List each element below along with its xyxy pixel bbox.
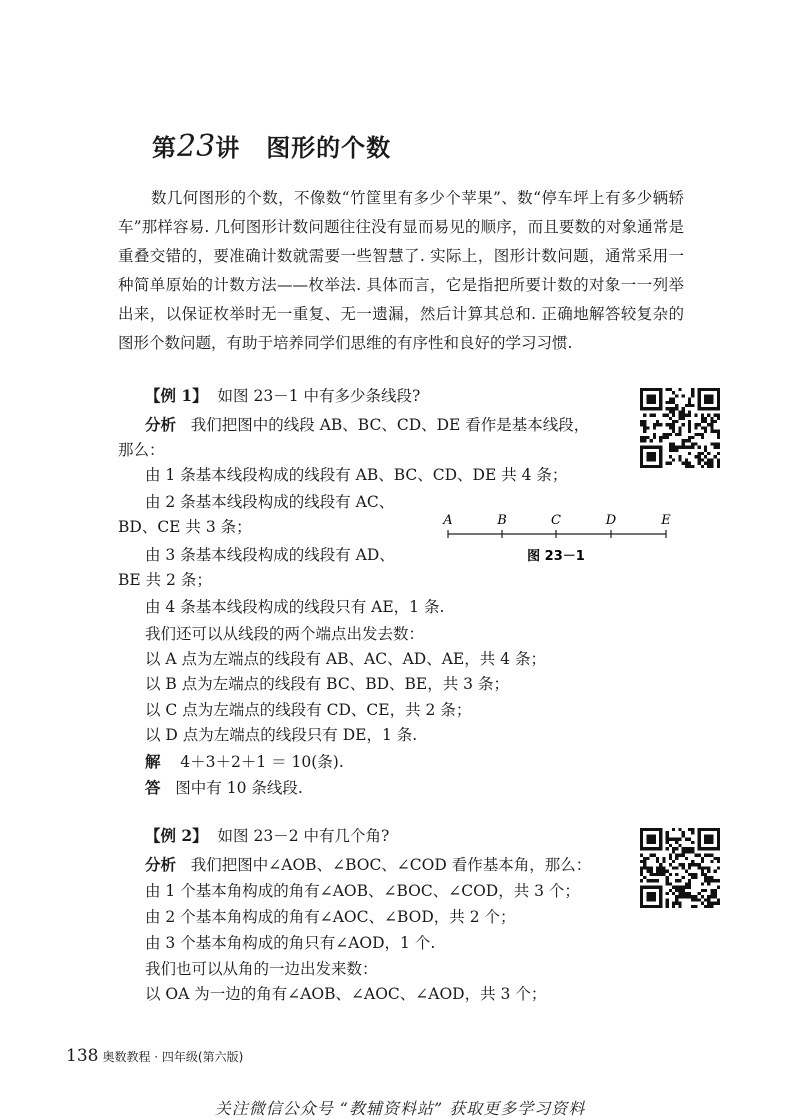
example1-heading: 【例 1】 如图 23－1 中有多少条线段? — [145, 386, 421, 405]
example2-line: 由 3 个基本角构成的角只有∠AOD，1 个. — [145, 934, 436, 952]
example2-heading: 【例 2】 如图 23－2 中有几个角? — [145, 826, 390, 845]
example1-line: 以 D 点为左端点的线段只有 DE，1 条. — [145, 726, 418, 744]
intro-paragraph: 数几何图形的个数，不像数“竹筐里有多少个苹果”、数“停车坪上有多少辆轿车”那样容易. 几何图形计数问题往往没有显而易见的顺序，而且要数的对象通常是重叠交错的，要准确计数就需要一些智慧了. 实际上，图形计数问题，通常采用一种简单原始的计数方法——枚举法. 具体而言，它是指把所要计数的对象一一列举出来，以保证枚举时无一重复、无一遗漏，然后计算其总和. 正确地解答较复杂的图形个数问题，有助于培养同学们思维的有序性和良好的学习习惯. — [118, 189, 684, 352]
qr-code-icon — [640, 828, 720, 908]
page-number: 138 — [66, 1046, 99, 1066]
example1-line: 以 A 点为左端点的线段有 AB、AC、AD、AE，共 4 条； — [145, 650, 546, 668]
point-label-a: A — [443, 513, 453, 528]
example1-analysis-cont: 那么： — [118, 441, 165, 459]
point-label-e: E — [661, 513, 671, 528]
example1-solution: 解 4＋3＋2＋1 ＝ 10(条). — [145, 752, 344, 771]
example2-line: 我们也可以从角的一边出发来数： — [145, 960, 378, 978]
segment-figure — [440, 510, 680, 566]
example1-line: 由 4 条基本线段构成的线段只有 AE，1 条. — [145, 598, 445, 616]
page-footer — [66, 1046, 243, 1066]
example1-answer: 答 图中有 10 条线段. — [145, 778, 303, 797]
example2-analysis: 分析 我们把图中∠AOB、∠BOC、∠COD 看作基本角，那么： — [145, 855, 592, 874]
example1-analysis: 分析 我们把图中的线段 AB、BC、CD、DE 看作是基本线段， — [145, 415, 590, 434]
example1-line: BE 共 2 条； — [118, 571, 212, 589]
book-title: 奥数教程 · 四年级(第六版) — [102, 1050, 244, 1064]
example2-line: 由 1 个基本角构成的角有∠AOB、∠BOC、∠COD，共 3 个； — [145, 882, 580, 900]
point-label-b: B — [497, 513, 507, 528]
point-label-d: D — [605, 513, 617, 528]
lecture-title: 第23讲 图形的个数 — [152, 129, 392, 164]
example1-line: BD、CE 共 3 条； — [118, 518, 252, 536]
example1-line: 由 2 条基本线段构成的线段有 AC、 — [145, 493, 395, 511]
lecture-name: 图形的个数 — [266, 133, 392, 162]
example2-line: 由 2 个基本角构成的角有∠AOC、∠BOD，共 2 个； — [145, 908, 516, 926]
point-label-c: C — [551, 513, 561, 528]
example1-line: 我们还可以从线段的两个端点出发去数： — [145, 625, 425, 643]
watermark-text: 关注微信公众号 “教辅资料站” 获取更多学习资料 — [214, 1099, 586, 1118]
figure-caption: 图 23－1 — [527, 549, 585, 564]
example1-line: 以 B 点为左端点的线段有 BC、BD、BE，共 3 条； — [145, 675, 509, 693]
example1-line: 由 1 条基本线段构成的线段有 AB、BC、CD、DE 共 4 条； — [145, 466, 568, 484]
example1-line: 以 C 点为左端点的线段有 CD、CE，共 2 条； — [145, 701, 472, 719]
lecture-number: 23 — [177, 129, 216, 164]
example1-line: 由 3 条基本线段构成的线段有 AD、 — [145, 546, 395, 564]
example2-line: 以 OA 为一边的角有∠AOB、∠AOC、∠AOD，共 3 个； — [145, 985, 547, 1003]
qr-code-icon — [640, 388, 720, 468]
